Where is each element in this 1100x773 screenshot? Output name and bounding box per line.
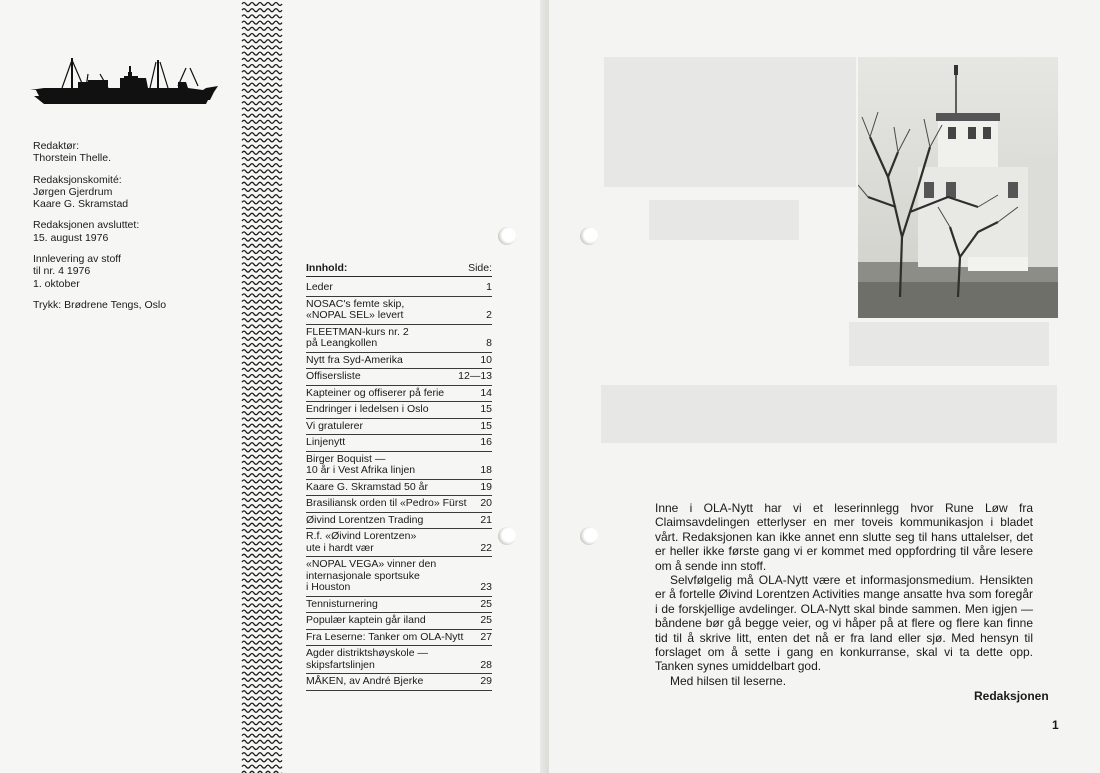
toc-entry: [306, 325, 492, 353]
toc-entry-page: 21: [480, 513, 492, 526]
letter-signature: Redaksjonen: [974, 689, 1049, 703]
left-page: [0, 0, 549, 773]
toc-entry: [306, 597, 492, 614]
toc-entry: [306, 557, 492, 597]
toc-entry-page: 23: [480, 581, 492, 593]
toc-entry-title: Kapteiner og offiserer på ferie: [306, 386, 445, 399]
committee-member: Kaare G. Skramstad: [33, 198, 129, 211]
toc-entry-page: 22: [480, 541, 492, 554]
toc-entry: [306, 435, 492, 452]
toc-entry-title: MÅKEN, av André Bjerke: [306, 675, 424, 687]
toc-entry: [306, 529, 492, 557]
deadline-line: 1. oktober: [33, 277, 80, 290]
toc-entry-page: 25: [480, 597, 492, 610]
toc-entry-page: 15: [480, 403, 492, 415]
toc-entry-title: Leder: [306, 281, 333, 293]
toc-entry-page: 19: [480, 480, 492, 493]
toc-entry-page: 20: [480, 497, 492, 509]
toc-entry: [306, 386, 492, 403]
deadline-line: til nr. 4 1976: [33, 265, 91, 278]
closed-label: Redaksjonen avsluttet:: [33, 219, 140, 232]
toc-entry-title: Birger Boquist — 10 år i Vest Afrika linjen: [306, 452, 416, 476]
masthead: [33, 140, 166, 320]
toc-entry-title: FLEETMAN-kurs nr. 2 på Leangkollen: [306, 325, 409, 349]
toc-entry: [306, 369, 492, 386]
toc-entry-title: Offisersliste: [306, 370, 361, 382]
toc-entry: [306, 674, 492, 691]
editor-name: Thorstein Thelle.: [33, 152, 112, 165]
show-through-bleed: [601, 385, 1057, 443]
toc-entry-title: Kaare G. Skramstad 50 år: [306, 480, 428, 493]
binder-hole-icon: [498, 227, 516, 245]
toc-entry-title: Vi gratulerer: [306, 419, 364, 432]
toc-header: [306, 262, 492, 277]
wave-border-strip: [241, 0, 283, 773]
toc-entry: [306, 496, 492, 513]
page-number: 1: [1052, 718, 1059, 732]
toc-entry-title: Øivind Lorentzen Trading: [306, 513, 424, 526]
toc-page-heading: Side:: [468, 262, 492, 274]
letter-paragraph: Med hilsen til leserne.: [670, 673, 787, 688]
closed-date: 15. august 1976: [33, 231, 109, 244]
table-of-contents: [306, 262, 492, 691]
building-photo: [858, 57, 1058, 318]
toc-entry-title: NOSAC's femte skip, «NOPAL SEL» levert: [306, 297, 405, 321]
show-through-bleed: [604, 57, 856, 187]
editorial-letter: [655, 501, 1033, 688]
toc-entry-page: 15: [480, 419, 492, 432]
toc-entry-page: 1: [486, 281, 492, 293]
toc-entry-page: 10: [480, 353, 492, 366]
toc-entry-title: Tennisturnering: [306, 597, 378, 610]
ship-silhouette-icon: [28, 52, 220, 108]
binder-hole-icon: [498, 527, 516, 545]
binder-hole-icon: [580, 227, 598, 245]
toc-entry-title: Nytt fra Syd-Amerika: [306, 353, 403, 366]
toc-entry-title: Linjenytt: [306, 436, 346, 448]
toc-entry-title: Agder distriktshøyskole — skipsfartslinjen: [306, 647, 428, 671]
show-through-bleed: [649, 200, 799, 240]
show-through-bleed: [849, 322, 1049, 366]
toc-entry-page: 8: [486, 337, 492, 349]
printer-credit: Trykk: Brødrene Tengs, Oslo: [33, 298, 167, 311]
toc-entry: [306, 297, 492, 325]
toc-entry: [306, 402, 492, 419]
letter-paragraph: Inne i OLA-Nytt har vi et leserinnlegg hvor Rune Løw fra Claimsavdelingen etterlyser en mer toveis kommunikasjon i bladet vårt. Redaksjonen kan ikke annet enn slutte seg til hans uttalelser, det er heller ikke første gang vi er kommet med oppfordring til våre lesere om å sende inn stoff.: [655, 501, 1033, 573]
toc-entry-page: 18: [480, 464, 492, 476]
toc-entry-title: «NOPAL VEGA» vinner den internasjonale sportsuke i Houston: [306, 558, 437, 593]
toc-entry: [306, 452, 492, 480]
toc-entry-page: 14: [480, 386, 492, 399]
toc-heading: Innhold:: [306, 262, 348, 274]
toc-entry: [306, 480, 492, 497]
toc-list: [306, 280, 492, 691]
committee-member: Jørgen Gjerdrum: [33, 185, 113, 198]
toc-entry-title: R.f. «Øivind Lorentzen» ute i hardt vær: [306, 530, 417, 554]
editor-label: Redaktør:: [33, 140, 80, 152]
toc-entry: [306, 646, 492, 674]
toc-entry: [306, 513, 492, 530]
toc-entry-page: 28: [480, 658, 492, 671]
binder-hole-icon: [580, 527, 598, 545]
toc-entry-page: 2: [486, 309, 492, 321]
deadline-line: Innlevering av stoff: [33, 253, 121, 266]
toc-entry: [306, 613, 492, 630]
toc-entry: [306, 419, 492, 436]
toc-entry-page: 16: [480, 436, 492, 448]
toc-entry: [306, 630, 492, 647]
toc-entry-title: Endringer i ledelsen i Oslo: [306, 403, 429, 415]
toc-entry-page: 25: [480, 614, 492, 626]
toc-entry-page: 29: [480, 675, 492, 687]
letter-paragraph: Selvfølgelig må OLA-Nytt være et informasjonsmedium. Hensikten er å fortelle Øivind Lorentzen Activities mange ansatte hva som foregår i de forskjellige avdelinger. OLA-Nytt skal binde sammen. Men igjen — båndene bør gå begge veier, og vi håper på at flere og flere kan finne tid til å skrive litt, enten det nå er fra land eller sjø. Med hensyn til forslaget om å sette i gang en konkurranse, skal vi ta dette opp. Tanken synes umiddelbart god.: [655, 573, 1033, 674]
committee-label: Redaksjonskomité:: [33, 173, 122, 186]
toc-entry-page: 27: [480, 630, 492, 643]
toc-entry: [306, 280, 492, 297]
toc-entry-title: Brasiliansk orden til «Pedro» Fürst: [306, 497, 467, 509]
toc-entry-title: Fra Leserne: Tanker om OLA-Nytt: [306, 630, 464, 643]
toc-entry-title: Populær kaptein går iland: [306, 614, 426, 626]
toc-entry: [306, 353, 492, 370]
toc-entry-page: 12—13: [458, 370, 492, 382]
